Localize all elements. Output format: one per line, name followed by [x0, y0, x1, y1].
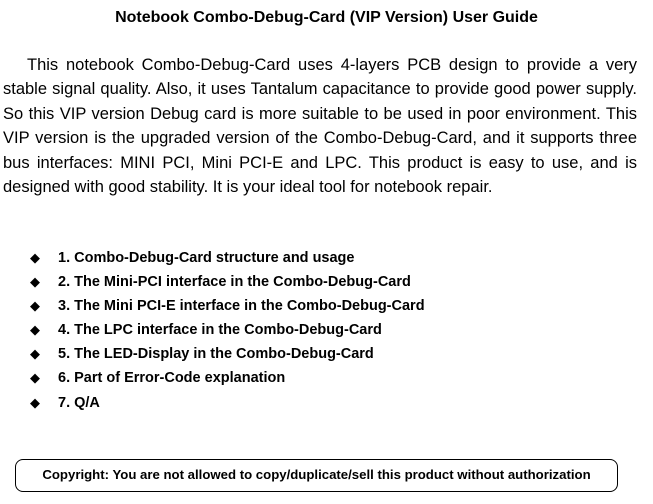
- copyright-label: Copyright: [42, 467, 105, 482]
- toc-item-label: 2. The Mini-PCI interface in the Combo-Debug-Card: [58, 274, 411, 291]
- diamond-bullet-icon: ◆: [30, 298, 40, 314]
- toc-item-label: 3. The Mini PCI-E interface in the Combo-Debug-Card: [58, 298, 425, 315]
- table-of-contents: [30, 246, 425, 415]
- toc-item-label: 5. The LED-Display in the Combo-Debug-Card: [58, 346, 374, 363]
- toc-item: [30, 391, 425, 415]
- diamond-bullet-icon: ◆: [30, 394, 40, 410]
- toc-item-label: 6. Part of Error-Code explanation: [58, 370, 286, 387]
- diamond-bullet-icon: ◆: [30, 250, 40, 265]
- diamond-bullet-icon: ◆: [30, 370, 40, 386]
- toc-item-label: 1. Combo-Debug-Card structure and usage: [58, 250, 355, 266]
- toc-item-label: 7. Q/A: [58, 394, 100, 411]
- document-title: Notebook Combo-Debug-Card (VIP Version) User Guide: [115, 9, 538, 26]
- diamond-bullet-icon: ◆: [30, 274, 40, 290]
- copyright-text: : You are not allowed to copy/duplicate/sell this product without authorization: [104, 467, 591, 482]
- intro-paragraph: This notebook Combo-Debug-Card uses 4-layers PCB design to provide a very stable signal quality. Also, it uses Tantalum capacitance to provide good power supply. So this VIP version Debug card is more suitable to be used in poor environment. This VIP version is the upgraded version of the Combo-Debug-Card, and it supports three bus interfaces: MINI PCI, Mini PCI-E and LPC. This product is easy to use, and is designed with good stability. It is your ideal tool for notebook repair.: [3, 56, 637, 197]
- diamond-bullet-icon: ◆: [30, 322, 40, 338]
- toc-item: [30, 318, 425, 342]
- toc-item-label: 4. The LPC interface in the Combo-Debug-Card: [58, 322, 382, 339]
- toc-item: [30, 366, 425, 390]
- diamond-bullet-icon: ◆: [30, 346, 40, 362]
- toc-item: [30, 294, 425, 318]
- toc-item: [30, 246, 425, 270]
- copyright-notice: [15, 459, 618, 492]
- toc-item: [30, 270, 425, 294]
- toc-item: [30, 342, 425, 366]
